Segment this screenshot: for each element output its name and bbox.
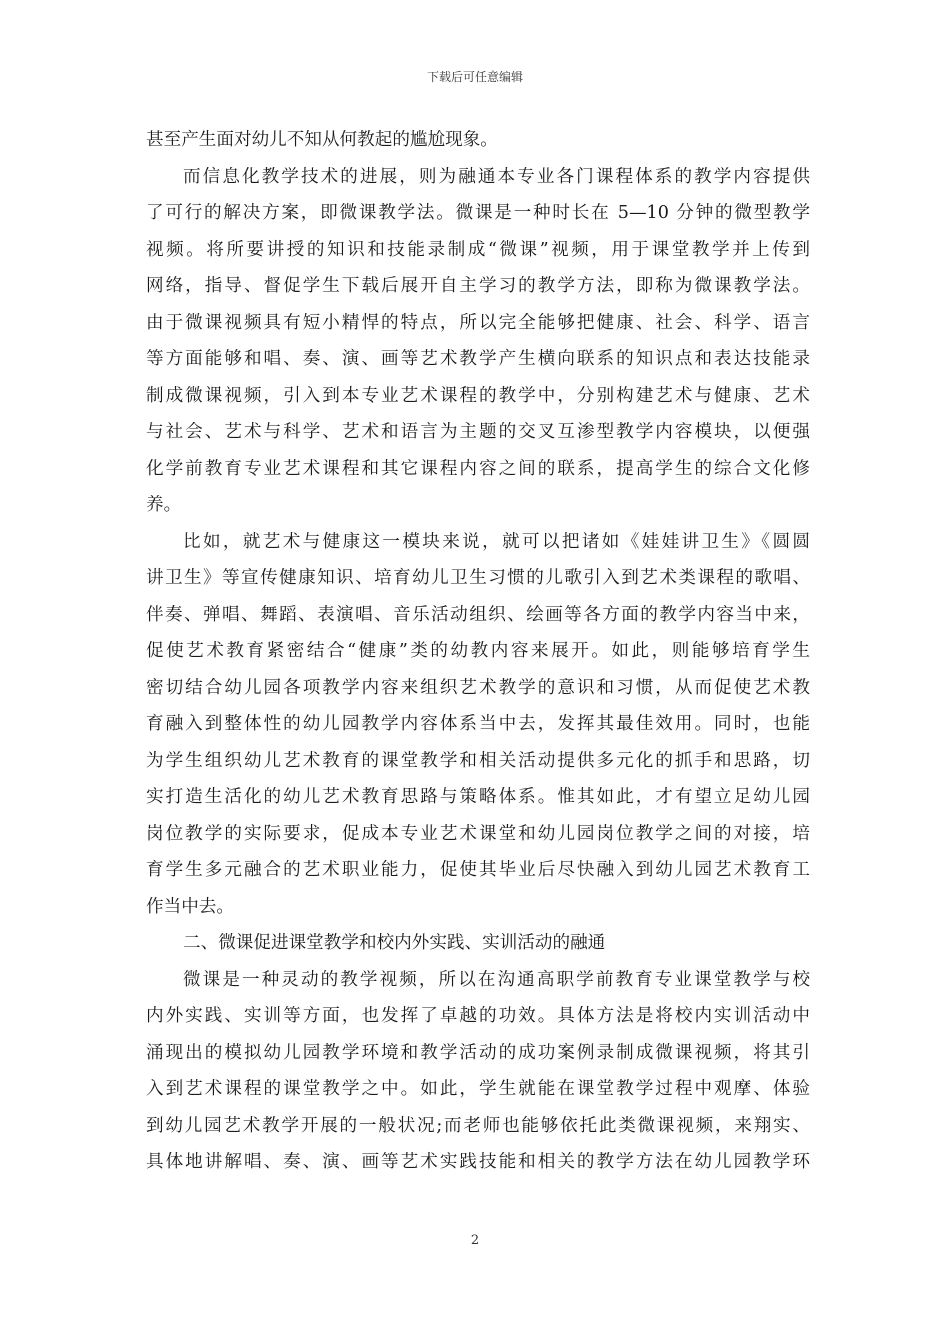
text-line: 甚至产生面对幼儿不知从何教起的尴尬现象。 — [146, 130, 498, 150]
document-body — [146, 122, 810, 1181]
text-line: 网络，指导、督促学生下载后展开自主学习的教学方法，即称为微课教学法。 — [146, 276, 810, 296]
text-line: 实打造生活化的幼儿艺术教育思路与策略体系。惟其如此，才有望立足幼儿园 — [146, 787, 810, 807]
text-line: 内外实践、实训等方面，也发挥了卓越的功效。具体方法是将校内实训活动中 — [146, 1006, 810, 1026]
text-line: 与社会、艺术与科学、艺术和语言为主题的交叉互渗型教学内容模块，以便强 — [146, 422, 810, 442]
page-number: 2 — [470, 1233, 480, 1248]
paragraph-first-line: 微课是一种灵动的教学视频，所以在沟通高职学前教育专业课堂教学与校 — [183, 969, 810, 990]
text-line: 讲卫生》等宣传健康知识、培育幼儿卫生习惯的儿歌引入到艺术类课程的歌唱、 — [146, 568, 810, 588]
text-line: 涌现出的模拟幼儿园教学环境和教学活动的成功案例录制成微课视频，将其引 — [146, 1042, 810, 1063]
text-line: 促使艺术教育紧密结合“健康”类的幼教内容来展开。如此，则能够培育学生 — [146, 641, 810, 661]
text-line: 伴奏、弹唱、舞蹈、表演唱、音乐活动组织、绘画等各方面的教学内容当中来， — [146, 604, 810, 625]
text-line: 养。 — [146, 495, 182, 515]
text-line: 育学生多元融合的艺术职业能力，促使其毕业后尽快融入到幼儿园艺术教育工 — [146, 860, 810, 880]
text-line: 岗位教学的实际要求，促成本专业艺术课堂和幼儿园岗位教学之间的对接，培 — [146, 823, 810, 844]
text-line: 为学生组织幼儿艺术教育的课堂教学和相关活动提供多元化的抓手和思路，切 — [146, 750, 810, 771]
text-line: 密切结合幼儿园各项教学内容来组织艺术教学的意识和习惯，从而促使艺术教 — [146, 677, 810, 698]
section-heading: 二、微课促进课堂教学和校内外实践、实训活动的融通 — [183, 933, 606, 953]
text-line: 育融入到整体性的幼儿园教学内容体系当中去，发挥其最佳效用。同时，也能 — [146, 714, 810, 734]
text-line: 由于微课视频具有短小精悍的特点，所以完全能够把健康、社会、科学、语言 — [146, 312, 810, 333]
text-line: 到幼儿园艺术教学开展的一般状况;而老师也能够依托此类微课视频，来翔实、 — [146, 1115, 810, 1136]
paragraph-first-line: 而信息化教学技术的进展，则为融通本专业各门课程体系的教学内容提供 — [183, 166, 810, 187]
text-line: 具体地讲解唱、奏、演、画等艺术实践技能和相关的教学方法在幼儿园教学环 — [146, 1152, 810, 1172]
text-line: 等方面能够和唱、奏、演、画等艺术教学产生横向联系的知识点和表达技能录 — [146, 349, 810, 369]
page-header: 下载后可任意编辑 — [426, 70, 523, 84]
paragraph-first-line: 比如，就艺术与健康这一模块来说，就可以把诸如《娃娃讲卫生》《圆圆 — [183, 531, 810, 552]
text-line: 化学前教育专业艺术课程和其它课程内容之间的联系，提高学生的综合文化修 — [146, 458, 810, 479]
text-line: 制成微课视频，引入到本专业艺术课程的教学中，分别构建艺术与健康、艺术 — [146, 385, 810, 406]
text-line: 作当中去。 — [146, 896, 234, 917]
text-line: 入到艺术课程的课堂教学之中。如此，学生就能在课堂教学过程中观摩、体验 — [146, 1079, 810, 1099]
text-line: 了可行的解决方案，即微课教学法。微课是一种时长在 5—10 分钟的微型教学 — [146, 203, 810, 223]
text-line: 视频。将所要讲授的知识和技能录制成“微课”视频，用于课堂教学并上传到 — [146, 239, 810, 260]
